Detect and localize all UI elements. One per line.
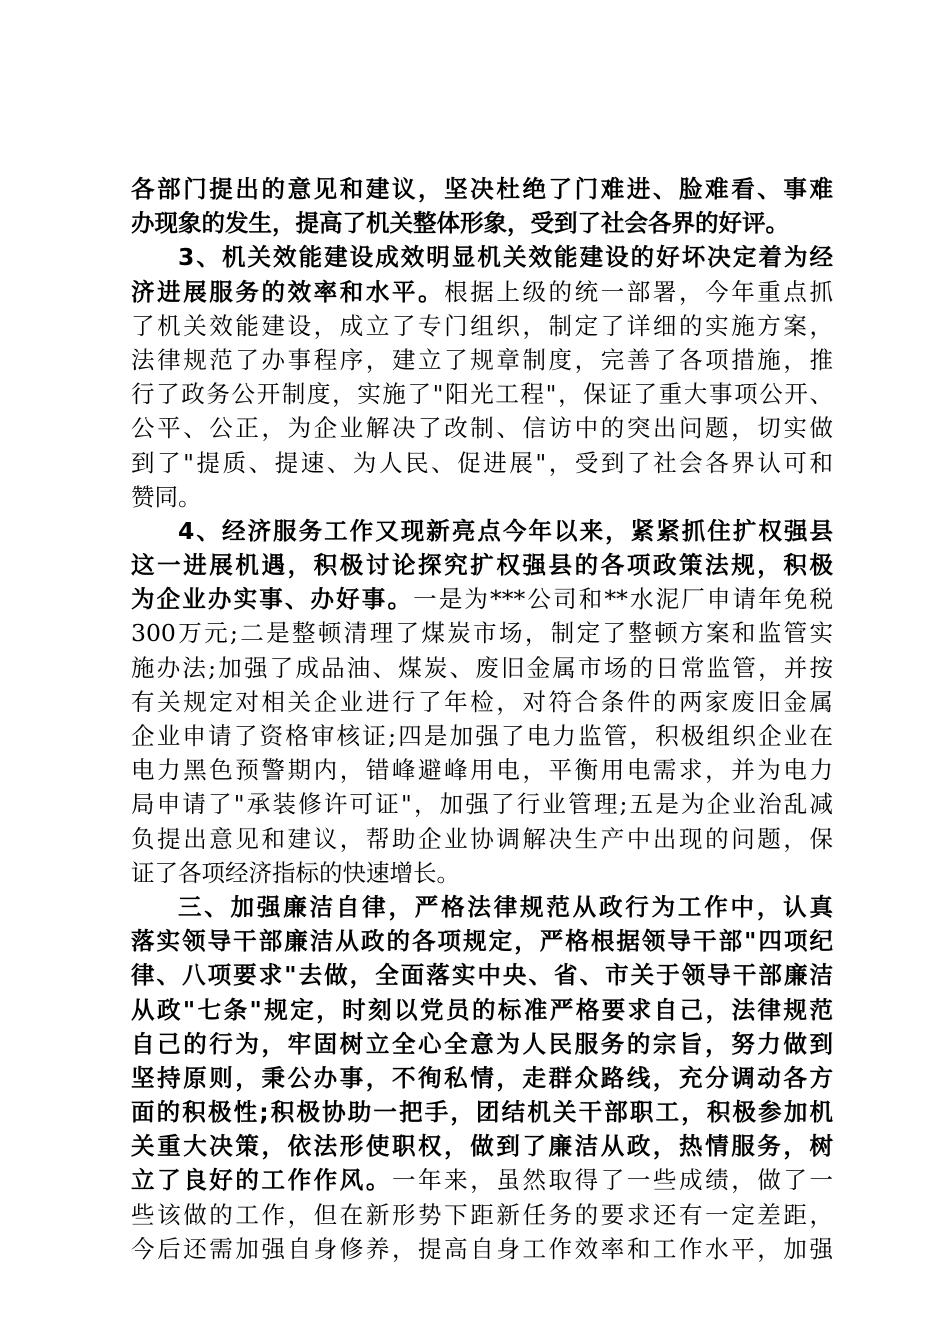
bold-text: 律、八项要求"去做，全面落实中央、省、市关于领导干部廉洁 bbox=[131, 961, 833, 990]
plain-text: 行了政务公开制度，实施了"阳光工程"，保证了重大事项公开、 bbox=[131, 380, 833, 409]
text-line bbox=[131, 411, 833, 445]
bold-text: 为企业办实事、办好事。 bbox=[131, 585, 414, 614]
plain-text: 负提出意见和建议，帮助企业协调解决生产中出现的问题，保 bbox=[131, 824, 833, 853]
text-line bbox=[131, 890, 833, 924]
body-text bbox=[131, 172, 833, 1266]
text-line bbox=[131, 856, 833, 890]
plain-text: 有关规定对相关企业进行了年检，对符合条件的两家废旧金属 bbox=[131, 687, 833, 716]
text-line bbox=[131, 206, 833, 240]
text-line bbox=[131, 446, 833, 480]
plain-text: 公平、公正，为企业解决了改制、信访中的突出问题，切实做 bbox=[131, 414, 833, 443]
text-line bbox=[131, 240, 833, 274]
plain-text: 法律规范了办事程序，建立了规章制度，完善了各项措施，推 bbox=[131, 345, 833, 374]
plain-text: 一是为***公司和**水泥厂申请年免税 bbox=[413, 585, 834, 614]
text-line bbox=[131, 958, 833, 992]
text-line bbox=[131, 582, 833, 616]
bold-text: 立了良好的工作作风。 bbox=[131, 1166, 392, 1195]
text-line bbox=[131, 1027, 833, 1061]
text-line bbox=[131, 343, 833, 377]
text-line bbox=[131, 685, 833, 719]
text-line bbox=[131, 1095, 833, 1129]
text-line bbox=[131, 275, 833, 309]
bold-text: 三、加强廉洁自律，严格法律规范从政行为工作中，认真 bbox=[178, 892, 833, 921]
plain-text: 证了各项经济指标的快速增长。 bbox=[131, 858, 460, 887]
bold-text: 面的积极性;积极协助一把手，团结机关干部职工，积极参加机 bbox=[131, 1098, 833, 1127]
text-line bbox=[131, 1232, 833, 1266]
plain-text: 赞同。 bbox=[131, 482, 202, 511]
text-line bbox=[131, 172, 833, 206]
text-line bbox=[131, 753, 833, 787]
text-line bbox=[131, 822, 833, 856]
text-line bbox=[131, 993, 833, 1027]
plain-text: 了机关效能建设，成立了专门组织，制定了详细的实施方案， bbox=[131, 311, 833, 340]
plain-text: 根据上级的统一部署，今年重点抓 bbox=[444, 277, 834, 306]
text-line bbox=[131, 514, 833, 548]
text-line bbox=[131, 1061, 833, 1095]
text-line bbox=[131, 1129, 833, 1163]
text-line bbox=[131, 548, 833, 582]
bold-text: 4、经济服务工作又现新亮点今年以来，紧紧抓住扩权强县 bbox=[178, 516, 833, 545]
plain-text: 局申请了"承装修许可证"，加强了行业管理;五是为企业治乱减 bbox=[131, 790, 833, 819]
bold-text: 坚持原则，秉公办事，不徇私情，走群众路线，充分调动各方 bbox=[131, 1063, 833, 1092]
text-line bbox=[131, 616, 833, 650]
bold-text: 办现象的发生，提高了机关整体形象，受到了社会各界的好评。 bbox=[131, 209, 789, 238]
plain-text: 一年来，虽然取得了一些成绩，做了一 bbox=[391, 1166, 834, 1195]
plain-text: 电力黑色预警期内，错峰避峰用电，平衡用电需求，并为电力 bbox=[131, 756, 833, 785]
plain-text: 300万元;二是整顿清理了煤炭市场，制定了整顿方案和监管实 bbox=[131, 619, 833, 648]
bold-text: 关重大决策，依法形使职权，做到了廉洁从政，热情服务，树 bbox=[131, 1132, 833, 1161]
bold-text: 自己的行为，牢固树立全心全意为人民服务的宗旨，努力做到 bbox=[131, 1029, 833, 1058]
text-line bbox=[131, 1163, 833, 1197]
bold-text: 落实领导干部廉洁从政的各项规定，严格根据领导干部"四项纪 bbox=[131, 927, 833, 956]
text-line bbox=[131, 1198, 833, 1232]
text-line bbox=[131, 651, 833, 685]
text-line bbox=[131, 309, 833, 343]
plain-text: 到了"提质、提速、为人民、促进展"，受到了社会各界认可和 bbox=[131, 448, 833, 477]
bold-text: 这一进展机遇，积极讨论探究扩权强县的各项政策法规，积极 bbox=[131, 551, 833, 580]
bold-text: 3、机关效能建设成效明显机关效能建设的好坏决定着为经 bbox=[178, 243, 833, 272]
plain-text: 今后还需加强自身修养，提高自身工作效率和工作水平，加强 bbox=[131, 1234, 833, 1263]
plain-text: 些该做的工作，但在新形势下距新任务的要求还有一定差距， bbox=[131, 1200, 833, 1229]
text-line bbox=[131, 924, 833, 958]
bold-text: 从政"七条"规定，时刻以党员的标准严格要求自己，法律规范 bbox=[131, 995, 833, 1024]
text-line bbox=[131, 377, 833, 411]
text-line bbox=[131, 719, 833, 753]
text-line bbox=[131, 787, 833, 821]
text-line bbox=[131, 480, 833, 514]
bold-text: 济进展服务的效率和水平。 bbox=[131, 277, 445, 306]
plain-text: 企业申请了资格审核证;四是加强了电力监管，积极组织企业在 bbox=[131, 722, 833, 750]
plain-text: 施办法;加强了成品油、煤炭、废旧金属市场的日常监管，并按 bbox=[131, 653, 833, 682]
bold-text: 各部门提出的意见和建议，坚决杜绝了门难进、脸难看、事难 bbox=[131, 175, 833, 203]
